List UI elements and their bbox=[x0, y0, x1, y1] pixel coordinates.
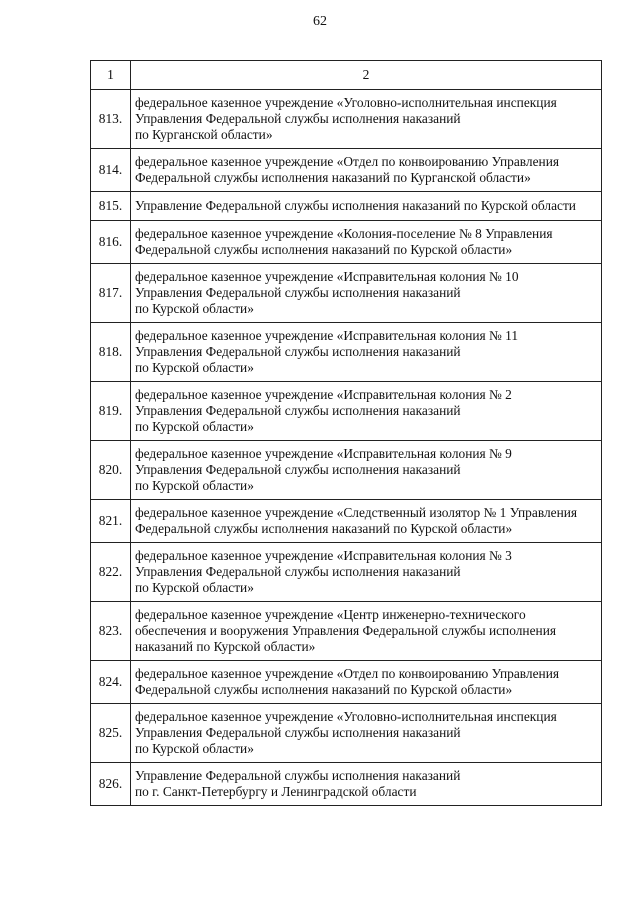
institution-name bbox=[130, 661, 601, 704]
table-row bbox=[91, 90, 602, 149]
table-row bbox=[91, 441, 602, 500]
institution-name-line: Управления Федеральной службы исполнения наказаний bbox=[134, 725, 461, 740]
institution-name-line: по Курской области» bbox=[134, 580, 254, 595]
institution-name-line: федеральное казенное учреждение «Отдел по конвоированию Управления bbox=[134, 666, 560, 681]
table-row bbox=[91, 221, 602, 264]
institution-name-line: Управления Федеральной службы исполнения наказаний bbox=[134, 344, 461, 359]
row-number: 821. bbox=[91, 500, 131, 543]
institution-name bbox=[130, 90, 601, 149]
institution-name-line: федеральное казенное учреждение «Исправительная колония № 11 bbox=[134, 328, 519, 343]
table-row bbox=[91, 602, 602, 661]
institution-name bbox=[130, 543, 601, 602]
table-row bbox=[91, 149, 602, 192]
table-row bbox=[91, 704, 602, 763]
table-row bbox=[91, 382, 602, 441]
page-number: 62 bbox=[313, 14, 327, 29]
institution-name bbox=[130, 192, 601, 221]
institution-name-line: по Курской области» bbox=[134, 419, 254, 434]
institution-name-line: федеральное казенное учреждение «Исправительная колония № 9 bbox=[134, 446, 512, 461]
institution-name bbox=[130, 382, 601, 441]
institution-name-line: по Курской области» bbox=[134, 360, 254, 375]
table-header-row bbox=[91, 61, 602, 90]
institution-name-line: по Курганской области» bbox=[134, 127, 273, 142]
row-number: 818. bbox=[91, 323, 131, 382]
institution-name-line: Федеральной службы исполнения наказаний по Курской области» bbox=[134, 682, 513, 697]
institution-name-line: федеральное казенное учреждение «Уголовно-исполнительная инспекция bbox=[134, 95, 557, 110]
institution-name-line: Федеральной службы исполнения наказаний по Курской области» bbox=[134, 521, 513, 536]
row-number: 820. bbox=[91, 441, 131, 500]
institution-name bbox=[130, 704, 601, 763]
institution-name-line: по Курской области» bbox=[134, 478, 254, 493]
institution-name-line: обеспечения и вооружения Управления Федеральной службы исполнения bbox=[134, 623, 557, 638]
institution-name bbox=[130, 264, 601, 323]
institution-name-line: федеральное казенное учреждение «Отдел по конвоированию Управления bbox=[134, 154, 560, 169]
institution-name bbox=[130, 500, 601, 543]
table-row bbox=[91, 264, 602, 323]
institution-name bbox=[130, 149, 601, 192]
institution-name-line: Управления Федеральной службы исполнения наказаний bbox=[134, 285, 461, 300]
institution-name bbox=[130, 602, 601, 661]
table-row bbox=[91, 543, 602, 602]
table-row bbox=[91, 500, 602, 543]
institution-name-line: Управление Федеральной службы исполнения наказаний по Курской области bbox=[134, 198, 576, 213]
row-number: 825. bbox=[91, 704, 131, 763]
header-column-number: 1 bbox=[91, 61, 131, 90]
institution-name-line: Управление Федеральной службы исполнения наказаний bbox=[134, 768, 461, 783]
row-number: 816. bbox=[91, 221, 131, 264]
row-number: 817. bbox=[91, 264, 131, 323]
header-column-name: 2 bbox=[130, 61, 601, 90]
institution-name-line: федеральное казенное учреждение «Следственный изолятор № 1 Управления bbox=[134, 505, 578, 520]
institution-name-line: федеральное казенное учреждение «Исправительная колония № 10 bbox=[134, 269, 519, 284]
table-row bbox=[91, 323, 602, 382]
table-row bbox=[91, 661, 602, 704]
row-number: 815. bbox=[91, 192, 131, 221]
institution-name-line: федеральное казенное учреждение «Центр инженерно-технического bbox=[134, 607, 526, 622]
institution-name-line: федеральное казенное учреждение «Исправительная колония № 2 bbox=[134, 387, 512, 402]
row-number: 824. bbox=[91, 661, 131, 704]
institution-name-line: по г. Санкт-Петербургу и Ленинградской области bbox=[134, 784, 417, 799]
institution-name bbox=[130, 441, 601, 500]
row-number: 819. bbox=[91, 382, 131, 441]
institution-name-line: по Курской области» bbox=[134, 741, 254, 756]
institution-name-line: Управления Федеральной службы исполнения наказаний bbox=[134, 564, 461, 579]
institution-name-line: федеральное казенное учреждение «Уголовно-исполнительная инспекция bbox=[134, 709, 557, 724]
table-row bbox=[91, 763, 602, 806]
institution-name bbox=[130, 221, 601, 264]
institution-name-line: по Курской области» bbox=[134, 301, 254, 316]
table-body bbox=[91, 90, 602, 806]
row-number: 822. bbox=[91, 543, 131, 602]
institution-name-line: наказаний по Курской области» bbox=[134, 639, 316, 654]
institution-name-line: Федеральной службы исполнения наказаний по Курской области» bbox=[134, 242, 513, 257]
institution-name-line: Управления Федеральной службы исполнения наказаний bbox=[134, 462, 461, 477]
institution-name-line: Управления Федеральной службы исполнения наказаний bbox=[134, 403, 461, 418]
row-number: 814. bbox=[91, 149, 131, 192]
institution-name-line: Управления Федеральной службы исполнения наказаний bbox=[134, 111, 461, 126]
institution-name bbox=[130, 763, 601, 806]
institution-name bbox=[130, 323, 601, 382]
institution-name-line: федеральное казенное учреждение «Исправительная колония № 3 bbox=[134, 548, 512, 563]
institution-name-line: федеральное казенное учреждение «Колония-поселение № 8 Управления bbox=[134, 226, 553, 241]
institution-name-line: Федеральной службы исполнения наказаний по Курганской области» bbox=[134, 170, 531, 185]
row-number: 813. bbox=[91, 90, 131, 149]
registry-table bbox=[90, 60, 602, 806]
table-row bbox=[91, 192, 602, 221]
row-number: 826. bbox=[91, 763, 131, 806]
row-number: 823. bbox=[91, 602, 131, 661]
